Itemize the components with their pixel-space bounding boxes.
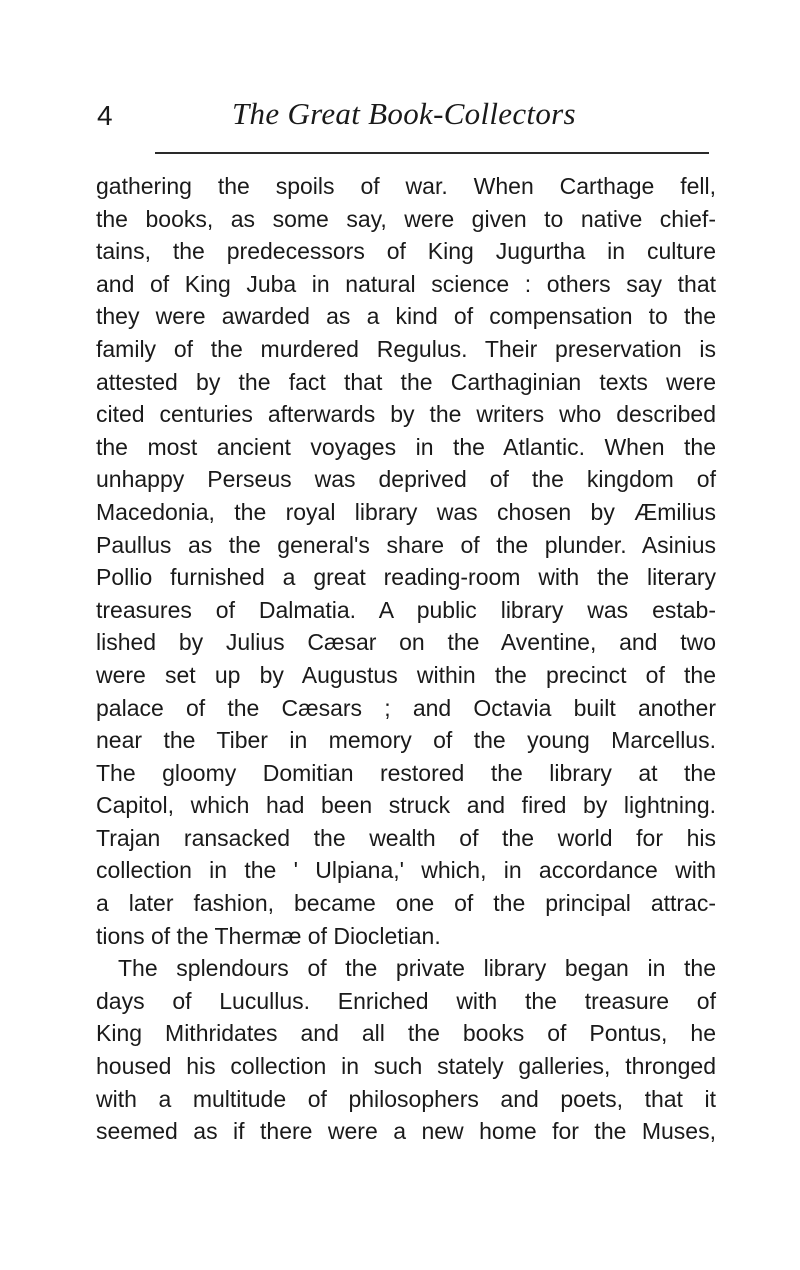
- text-line: the books, as some say, were given to native chief-: [96, 205, 716, 232]
- text-line: Pollio furnished a great reading-room with the literary: [96, 564, 716, 591]
- text-line: Macedonia, the royal library was chosen by Æmilius: [96, 498, 716, 525]
- text-line: The gloomy Domitian restored the library at the: [96, 759, 716, 786]
- text-line: Paullus as the general's share of the plunder. Asinius: [96, 531, 716, 558]
- text-line: seemed as if there were a new home for the Muses,: [96, 1118, 716, 1145]
- text-line: treasures of Dalmatia. A public library was estab-: [96, 596, 716, 623]
- text-line: The splendours of the private library began in the: [118, 955, 716, 982]
- text-line: lished by Julius Cæsar on the Aventine, and two: [96, 629, 716, 656]
- text-line: family of the murdered Regulus. Their preservation is: [96, 335, 716, 362]
- text-line: gathering the spoils of war. When Carthage fell,: [96, 173, 716, 199]
- text-line: unhappy Perseus was deprived of the kingdom of: [96, 466, 716, 493]
- text-line: days of Lucullus. Enriched with the treasure of: [96, 987, 716, 1014]
- text-line: collection in the ' Ulpiana,' which, in accordance with: [96, 857, 716, 884]
- page-number: 4: [97, 100, 113, 131]
- text-line: palace of the Cæsars ; and Octavia built another: [96, 694, 716, 721]
- body-text: [96, 170, 716, 1148]
- text-line: near the Tiber in memory of the young Marcellus.: [96, 727, 716, 754]
- text-line: with a multitude of philosophers and poets, that it: [96, 1085, 716, 1112]
- text-line: cited centuries afterwards by the writers who described: [96, 401, 716, 428]
- text-line: tains, the predecessors of King Jugurtha in culture: [96, 238, 716, 265]
- text-line: Capitol, which had been struck and fired by lightning.: [96, 792, 716, 819]
- running-head: [97, 92, 709, 136]
- text-line: tions of the Thermæ of Diocletian.: [96, 922, 441, 949]
- text-line: attested by the fact that the Carthaginian texts were: [96, 368, 716, 395]
- text-line: were set up by Augustus within the precinct of the: [96, 661, 716, 688]
- text-line: a later fashion, became one of the principal attrac-: [96, 890, 716, 917]
- text-line: King Mithridates and all the books of Pontus, he: [96, 1020, 716, 1047]
- running-title: The Great Book-Collectors: [232, 96, 576, 131]
- text-line: and of King Juba in natural science : others say that: [96, 270, 716, 297]
- header-rule: [155, 152, 709, 154]
- text-line: the most ancient voyages in the Atlantic. When the: [96, 433, 716, 460]
- text-line: Trajan ransacked the wealth of the world for his: [96, 824, 716, 851]
- text-line: they were awarded as a kind of compensation to the: [96, 303, 716, 330]
- text-line: housed his collection in such stately galleries, thronged: [96, 1053, 716, 1080]
